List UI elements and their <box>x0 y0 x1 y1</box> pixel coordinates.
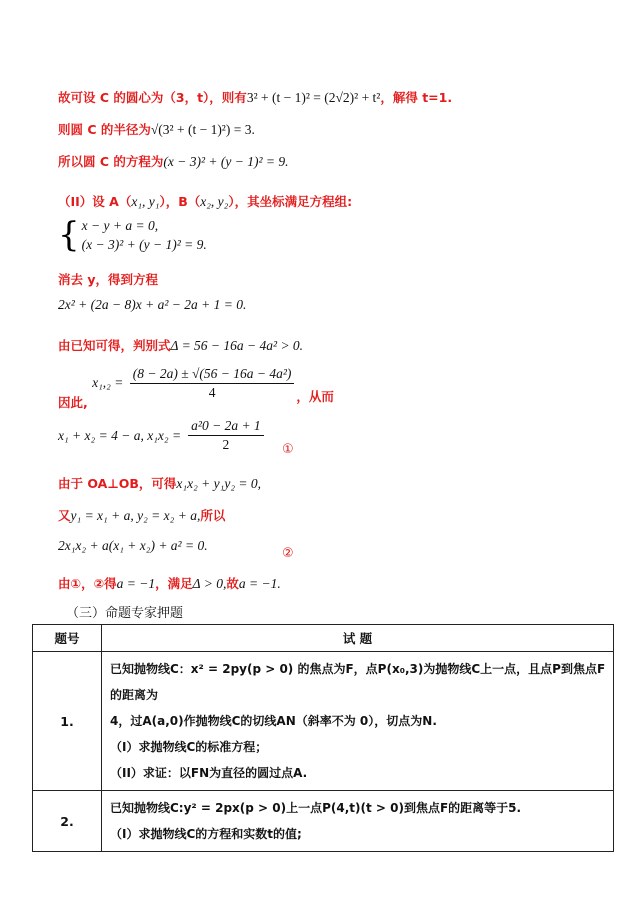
question-content <box>102 791 614 852</box>
text: 因此, <box>58 395 88 410</box>
equation-system <box>58 216 207 254</box>
text: ），其坐标满足方程组: <box>228 194 353 209</box>
equation: 3² + (t − 1)² = (2√2)² + t² <box>246 90 381 105</box>
equation: (x − 3)² + (y − 1)² = 9. <box>163 154 289 169</box>
text: ，解得 t=1. <box>380 90 453 105</box>
text: ），B（ <box>159 194 201 209</box>
marker-1: ① <box>282 442 294 457</box>
question-line: 4，过A(a,0)作抛物线C的切线AN（斜率不为 0），切点为N. <box>110 714 437 728</box>
vieta-lhs: x₁ + x₂ = 4 − a, x₁x₂ = <box>58 428 182 443</box>
root-fraction <box>130 366 295 401</box>
equation: Δ > 0, <box>192 576 227 591</box>
table-header-row <box>33 625 614 652</box>
text: ，从而 <box>296 389 334 404</box>
equation: y₁ = x₁ + a, y₂ = x₂ + a, <box>70 508 201 523</box>
denominator: 4 <box>208 385 216 400</box>
text: 由已知可得，判别式 <box>58 338 171 353</box>
question-line: （II）求证：以FN为直径的圆过点A. <box>110 766 308 780</box>
text: 所以圆 C 的方程为 <box>58 154 164 169</box>
solution-line-1 <box>58 88 452 106</box>
equation: a = −1. <box>238 576 281 591</box>
point-b-coords: x₂, y₂ <box>200 194 229 209</box>
solution-line-9 <box>58 418 266 453</box>
solution-line-13 <box>58 574 281 592</box>
question-line: 已知抛物线C:y² = 2px(p > 0)上一点P(4,t)(t > 0)到焦点F的距离等于5. <box>110 801 522 815</box>
question-content <box>102 652 614 791</box>
text: 故 <box>226 576 239 591</box>
system-lines <box>82 216 207 254</box>
question-number: 1. <box>33 652 102 791</box>
discriminant: Δ = 56 − 16a − 4a² > 0. <box>170 338 304 353</box>
numerator: a²0 − 2a + 1 <box>188 418 264 436</box>
section-title: （三）命题专家押题 <box>66 606 184 621</box>
column-header-number: 题号 <box>33 625 102 652</box>
equation: a = −1 <box>116 576 156 591</box>
solution-line-8 <box>58 366 334 410</box>
solution-line-10 <box>58 474 261 492</box>
question-line: （I）求抛物线C的标准方程； <box>110 740 268 754</box>
equation: x₁x₂ + y₁y₂ = 0, <box>176 476 261 491</box>
root-lhs: x₁,₂ = <box>92 375 124 390</box>
solution-line-2 <box>58 120 255 138</box>
text: 由①，②得 <box>58 576 117 591</box>
solution-line-3 <box>58 152 289 170</box>
solution-line-7 <box>58 336 303 354</box>
question-number: 2. <box>33 791 102 852</box>
column-header-question: 试 题 <box>102 625 614 652</box>
solution-line-4 <box>58 192 352 210</box>
vieta-fraction <box>188 418 264 453</box>
question-table <box>32 624 614 852</box>
question-line: （I）求抛物线C的方程和实数t的值; <box>110 827 302 841</box>
solution-line-5 <box>58 270 158 288</box>
equation: √(3² + (t − 1)²) = 3. <box>150 122 255 137</box>
numerator: (8 − 2a) ± √(56 − 16a − 4a²) <box>130 366 295 384</box>
equation-line-12: 2x₁x₂ + a(x₁ + x₂) + a² = 0. <box>58 538 208 553</box>
text: ，满足 <box>155 576 193 591</box>
text: 又 <box>58 508 71 523</box>
text: 由于 OA⊥OB，可得 <box>58 476 177 491</box>
text: 所以 <box>200 508 226 523</box>
quadratic-equation: 2x² + (2a − 8)x + a² − 2a + 1 = 0. <box>58 297 247 312</box>
table-row <box>33 652 614 791</box>
text: （II）设 A（ <box>58 194 132 209</box>
text: 消去 y，得到方程 <box>58 272 159 287</box>
question-line: 已知抛物线C：x² = 2py(p > 0) 的焦点为F，点P(x₀,3)为抛物线C上一点，且点P到焦点F的距离为 <box>110 662 606 702</box>
system-eq-1: x − y + a = 0, <box>81 218 159 233</box>
marker-2: ② <box>282 546 294 561</box>
point-a-coords: x₁, y₁ <box>131 194 160 209</box>
denominator: 2 <box>222 437 230 452</box>
left-brace: { <box>58 215 80 255</box>
system-eq-2: (x − 3)² + (y − 1)² = 9. <box>81 237 207 252</box>
solution-line-11 <box>58 506 225 524</box>
text: 则圆 C 的半径为 <box>58 122 151 137</box>
table-row <box>33 791 614 852</box>
text: 故可设 C 的圆心为（3，t），则有 <box>58 90 247 105</box>
